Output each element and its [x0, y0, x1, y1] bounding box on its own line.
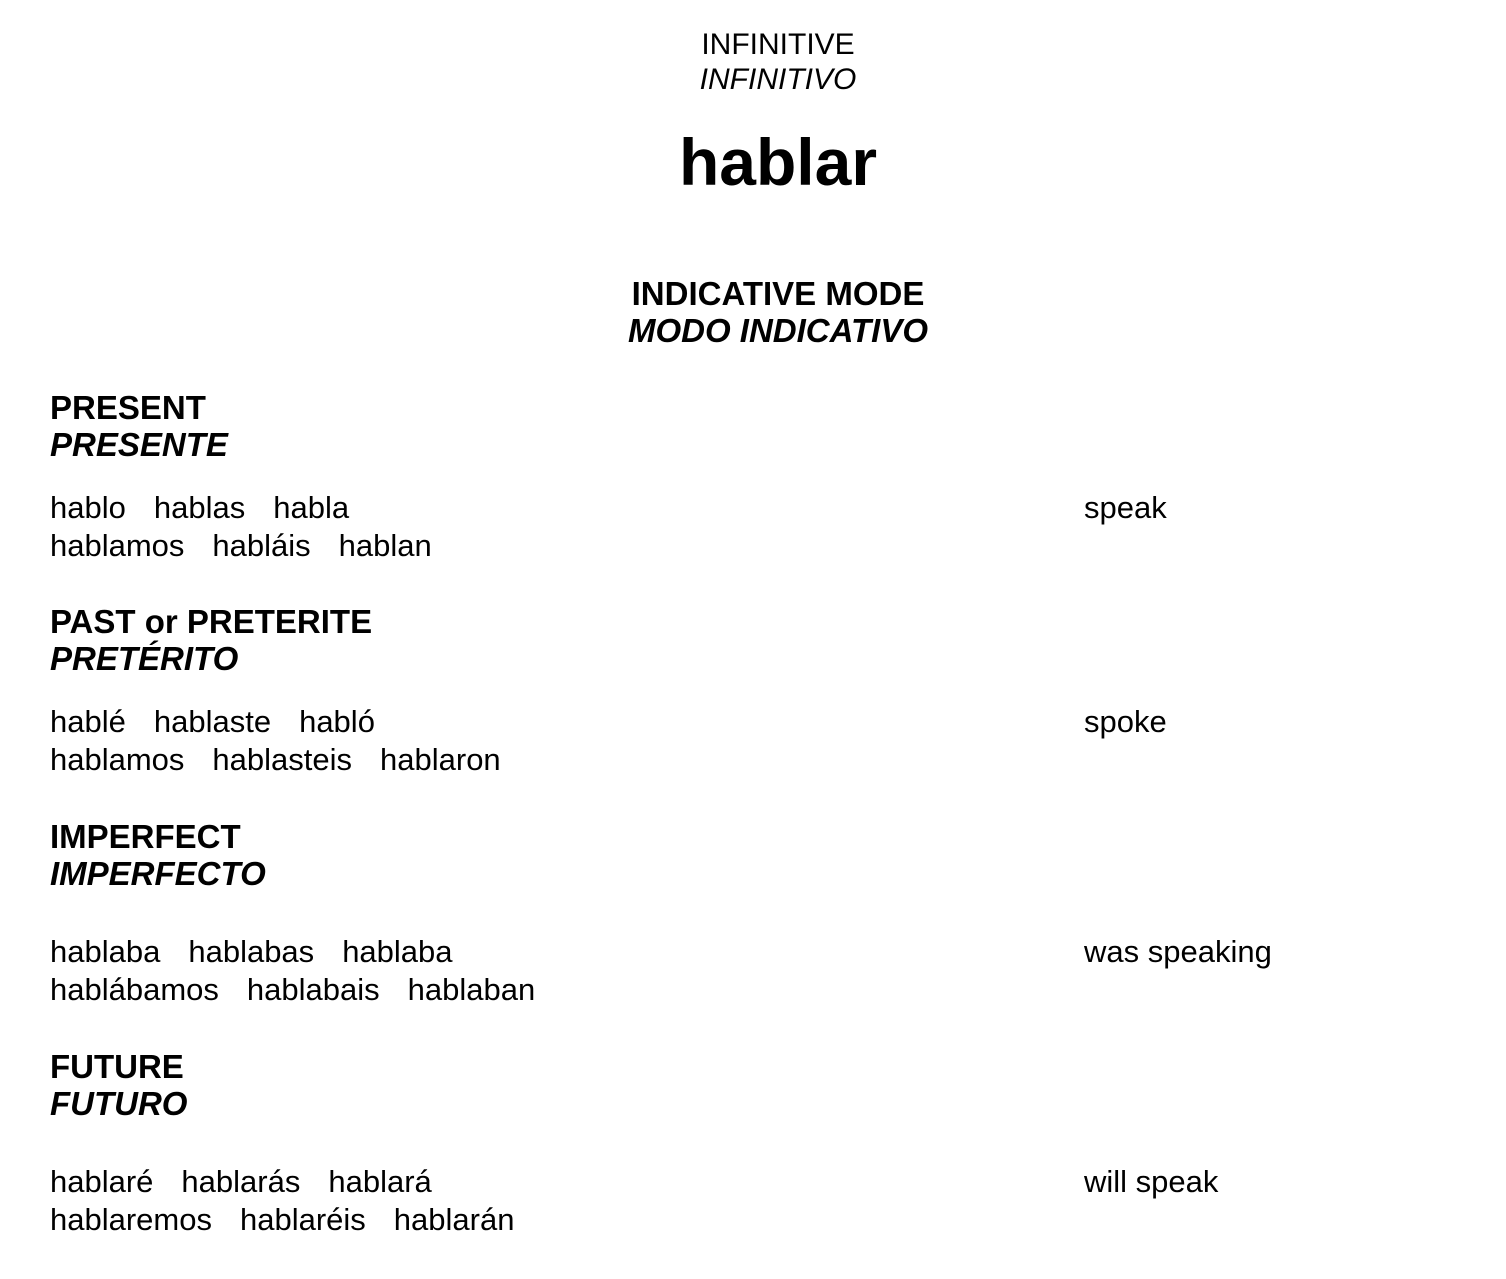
- singular-forms: [50, 490, 349, 526]
- tense-name: PRESENT: [50, 389, 206, 426]
- tense-name: IMPERFECT: [50, 818, 241, 855]
- tense-name-spanish: FUTURO: [50, 1085, 188, 1122]
- conjugated-form: hablará: [328, 1164, 432, 1199]
- conjugated-form: hablo: [50, 490, 126, 525]
- plural-forms: [50, 1202, 514, 1238]
- tense-name-spanish: PRETÉRITO: [50, 640, 239, 677]
- conjugated-form: hablan: [338, 528, 432, 563]
- conjugated-form: habláis: [212, 528, 311, 563]
- tense-name: PAST or PRETERITE: [50, 603, 373, 640]
- singular-forms: [50, 704, 375, 740]
- tense-name-spanish: IMPERFECTO: [50, 855, 266, 892]
- tense-name: FUTURE: [50, 1048, 184, 1085]
- verb-title: hablar: [678, 125, 878, 199]
- infinitive-label: INFINITIVE: [701, 28, 855, 61]
- conjugated-form: hablasteis: [212, 742, 353, 777]
- singular-forms: [50, 934, 453, 970]
- english-translation: was speaking: [1084, 934, 1272, 969]
- conjugated-form: hablaba: [342, 934, 453, 969]
- conjugated-form: hablamos: [50, 742, 185, 777]
- plural-forms: [50, 528, 432, 564]
- conjugated-form: hablaréis: [239, 1202, 366, 1237]
- tense-section-future: [50, 1049, 1470, 1279]
- english-translation: will speak: [1084, 1164, 1219, 1199]
- mode-title-spanish: MODO INDICATIVO: [627, 312, 929, 349]
- conjugated-form: hablarán: [393, 1202, 515, 1237]
- conjugated-form: habla: [273, 490, 350, 525]
- conjugated-form: hablarás: [181, 1164, 301, 1199]
- conjugated-form: hablaba: [50, 934, 161, 969]
- english-translation: spoke: [1084, 704, 1167, 739]
- singular-forms: [50, 1164, 432, 1200]
- conjugated-form: hablaste: [153, 704, 272, 739]
- tense-name-spanish: PRESENTE: [50, 426, 228, 463]
- conjugated-form: hablaremos: [50, 1202, 212, 1237]
- conjugated-form: hablábamos: [50, 972, 219, 1007]
- conjugated-form: hablamos: [50, 528, 185, 563]
- tense-section-present: [50, 390, 1470, 620]
- infinitive-label-spanish: INFINITIVO: [699, 63, 857, 96]
- conjugated-form: hablaron: [380, 742, 501, 777]
- conjugated-form: hablabas: [188, 934, 315, 969]
- conjugated-form: hablaban: [407, 972, 536, 1007]
- english-translation: speak: [1084, 490, 1167, 525]
- plural-forms: [50, 742, 501, 778]
- plural-forms: [50, 972, 535, 1008]
- conjugated-form: hablabais: [246, 972, 380, 1007]
- mode-title: INDICATIVE MODE: [631, 275, 925, 312]
- conjugated-form: hablas: [153, 490, 246, 525]
- tense-section-preterite: [50, 604, 1470, 834]
- conjugated-form: hablaré: [50, 1164, 154, 1199]
- tense-section-imperfect: [50, 819, 1470, 1049]
- conjugated-form: hablé: [50, 704, 126, 739]
- conjugated-form: habló: [299, 704, 375, 739]
